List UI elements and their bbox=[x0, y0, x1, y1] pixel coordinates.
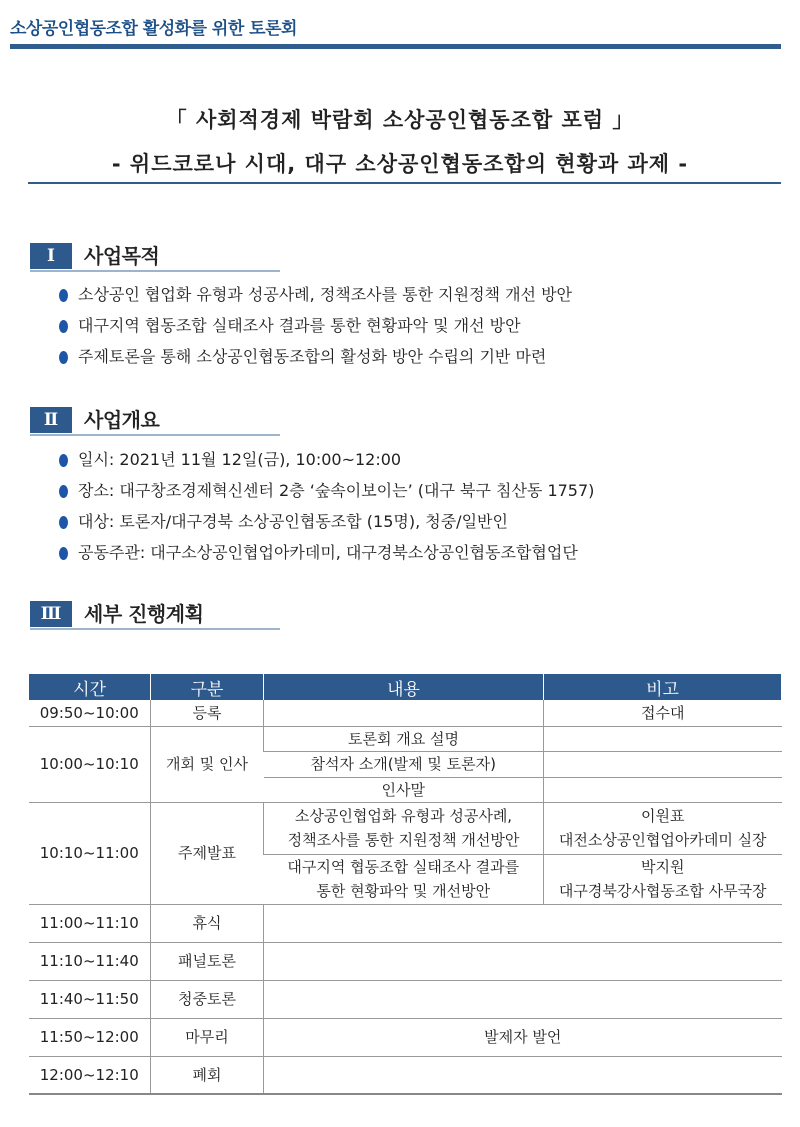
cell-content-line: 대구지역 협동조합 실태조사 결과를 bbox=[287, 858, 520, 876]
cell-note: 접수대 bbox=[544, 700, 782, 726]
section-2-list bbox=[58, 449, 594, 573]
cell-time: 10:00~10:10 bbox=[29, 726, 151, 802]
list-item-text: 주제토론을 통해 소상공인협동조합의 활성화 방안 수립의 기반 마련 bbox=[78, 347, 547, 366]
bullet-icon bbox=[59, 289, 68, 302]
col-header-category: 구분 bbox=[151, 674, 264, 700]
bullet-icon bbox=[59, 547, 68, 560]
cell-category: 등록 bbox=[151, 700, 264, 726]
cell-time: 09:50~10:00 bbox=[29, 700, 151, 726]
cell-note-line: 박지원 bbox=[641, 858, 685, 876]
table-row bbox=[29, 904, 782, 942]
table-row bbox=[29, 1056, 782, 1094]
section-1-list bbox=[58, 284, 572, 377]
col-header-time: 시간 bbox=[29, 674, 151, 700]
cell-content: 인사말 bbox=[264, 777, 544, 802]
table-header-row bbox=[29, 674, 782, 700]
cell-category: 개회 및 인사 bbox=[151, 726, 264, 802]
col-header-content: 내용 bbox=[264, 674, 544, 700]
list-item-text: 대상: 토론자/대구경북 소상공인협동조합 (15명), 청중/일반인 bbox=[78, 512, 508, 531]
bullet-icon bbox=[59, 485, 68, 498]
cell-content bbox=[264, 802, 544, 854]
table-row bbox=[29, 1018, 782, 1056]
document-title-line1: 「 사회적경제 박람회 소상공인협동조합 포럼 」 bbox=[165, 108, 635, 132]
list-item-text: 공동주관: 대구소상공인협업아카데미, 대구경북소상공인협동조합협업단 bbox=[78, 543, 578, 562]
list-item-text: 대구지역 협동조합 실태조사 결과를 통한 현황파악 및 개선 방안 bbox=[78, 316, 521, 335]
cell-content: 발제자 발언 bbox=[264, 1018, 782, 1056]
header-rule bbox=[10, 44, 781, 49]
section-1-heading bbox=[28, 243, 280, 273]
section-3-rule bbox=[30, 628, 280, 630]
bullet-icon bbox=[59, 351, 68, 364]
list-item bbox=[58, 346, 572, 377]
cell-category: 주제발표 bbox=[151, 802, 264, 904]
section-1-numeral: Ⅰ bbox=[30, 243, 72, 269]
cell-note bbox=[544, 751, 782, 777]
table-row bbox=[29, 942, 782, 980]
cell-content bbox=[264, 700, 544, 726]
list-item bbox=[58, 449, 594, 480]
bullet-icon bbox=[59, 516, 68, 529]
schedule-table bbox=[28, 674, 782, 1095]
cell-content-line: 소상공인협업화 유형과 성공사례, bbox=[294, 807, 513, 825]
table-row bbox=[29, 980, 782, 1018]
cell-note bbox=[544, 854, 782, 904]
section-3-numeral: Ⅲ bbox=[30, 601, 72, 627]
cell-content: 토론회 개요 설명 bbox=[264, 726, 544, 751]
title-block bbox=[0, 104, 800, 178]
cell-note bbox=[544, 802, 782, 854]
title-rule bbox=[28, 182, 781, 184]
section-2-numeral: Ⅱ bbox=[30, 407, 72, 433]
bullet-icon bbox=[59, 454, 68, 467]
cell-content bbox=[264, 1056, 782, 1094]
cell-note-line: 이원표 bbox=[641, 807, 685, 825]
list-item bbox=[58, 542, 594, 573]
cell-time: 11:00~11:10 bbox=[29, 904, 151, 942]
table-row bbox=[29, 802, 782, 854]
cell-category: 휴식 bbox=[151, 904, 264, 942]
cell-category: 청중토론 bbox=[151, 980, 264, 1018]
cell-content-line: 통한 현황파악 및 개선방안 bbox=[316, 882, 491, 900]
cell-note bbox=[544, 726, 782, 751]
cell-time: 11:10~11:40 bbox=[29, 942, 151, 980]
cell-content bbox=[264, 942, 782, 980]
list-item bbox=[58, 480, 594, 511]
header-title: 소상공인협동조합 활성화를 위한 토론회 bbox=[10, 19, 297, 39]
section-2-heading bbox=[28, 407, 280, 437]
list-item-text: 장소: 대구창조경제혁신센터 2층 ‘숲속이보이는’ (대구 북구 침산동 1757) bbox=[78, 481, 595, 500]
bullet-icon bbox=[59, 320, 68, 333]
list-item bbox=[58, 315, 572, 346]
cell-content-line: 정책조사를 통한 지원정책 개선방안 bbox=[287, 831, 520, 849]
cell-content: 참석자 소개(발제 및 토론자) bbox=[264, 751, 544, 777]
section-3-label: 세부 진행계획 bbox=[84, 602, 204, 626]
list-item-text: 일시: 2021년 11월 12일(금), 10:00~12:00 bbox=[78, 450, 402, 469]
cell-category: 패널토론 bbox=[151, 942, 264, 980]
table-row bbox=[29, 700, 782, 726]
cell-note-line: 대전소상공인협업아카데미 실장 bbox=[558, 831, 767, 849]
table-row bbox=[29, 726, 782, 751]
cell-content bbox=[264, 904, 782, 942]
cell-category: 폐회 bbox=[151, 1056, 264, 1094]
cell-time: 11:50~12:00 bbox=[29, 1018, 151, 1056]
section-2-rule bbox=[30, 434, 280, 436]
section-1-rule bbox=[30, 270, 280, 272]
list-item bbox=[58, 511, 594, 542]
cell-note-line: 대구경북강사협동조합 사무국장 bbox=[558, 882, 767, 900]
cell-time: 10:10~11:00 bbox=[29, 802, 151, 904]
cell-time: 11:40~11:50 bbox=[29, 980, 151, 1018]
cell-content bbox=[264, 980, 782, 1018]
cell-content bbox=[264, 854, 544, 904]
cell-category: 마무리 bbox=[151, 1018, 264, 1056]
cell-time: 12:00~12:10 bbox=[29, 1056, 151, 1094]
list-item-text: 소상공인 협업화 유형과 성공사례, 정책조사를 통한 지원정책 개선 방안 bbox=[78, 285, 572, 304]
section-1-label: 사업목적 bbox=[84, 244, 160, 268]
cell-note bbox=[544, 777, 782, 802]
section-2-label: 사업개요 bbox=[84, 408, 160, 432]
list-item bbox=[58, 284, 572, 315]
section-3-heading bbox=[28, 601, 280, 631]
col-header-note: 비고 bbox=[544, 674, 782, 700]
document-title-line2: - 위드코로나 시대, 대구 소상공인협동조합의 현황과 과제 - bbox=[111, 152, 689, 176]
